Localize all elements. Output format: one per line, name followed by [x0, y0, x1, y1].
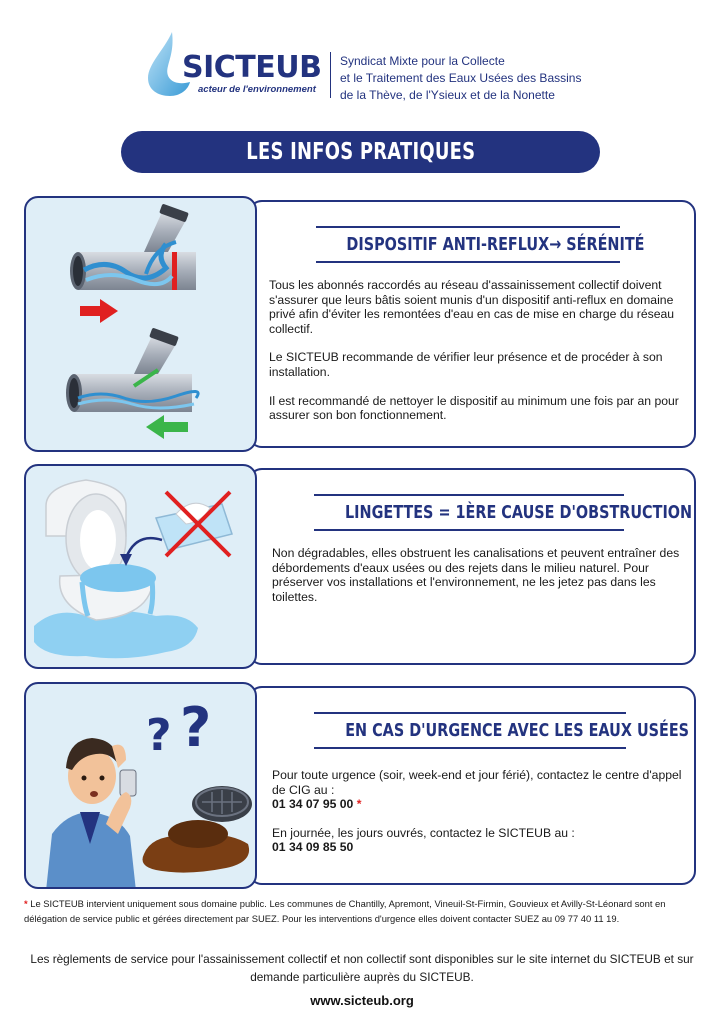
org-line: et le Traitement des Eaux Usées des Bassins [340, 71, 582, 85]
wipes-illustration [24, 464, 257, 669]
worried-person-icon [46, 738, 136, 889]
emergency-illustration [24, 682, 257, 889]
section-title: LINGETTES = 1ÈRE CAUSE D'OBSTRUCTION [345, 502, 693, 523]
paragraph: Non dégradables, elles obstruent les canalisations et peuvent entraîner des débordements d'eaux usées ou des rejets dans le milieu naturel. Pour préserver vos installations et l'environnement, ne les jetez pas dans les toilettes. [272, 546, 680, 604]
manhole-cover-icon [192, 786, 252, 822]
section-title-block [314, 712, 690, 749]
header-divider [330, 52, 331, 98]
green-arrow-icon [146, 415, 188, 439]
red-arrow-icon [80, 299, 118, 323]
section-title-block [314, 494, 693, 531]
paragraph: Tous les abonnés raccordés au réseau d'assainissement collectif doivent s'assurer que leurs bâtis soient munis d'un dispositif anti-reflux en domaine privé afin d'éviter les remontées d'eau en cas de mise en charge du réseau collectif. [269, 278, 675, 336]
section-body [272, 768, 692, 869]
logo-tagline: acteur de l'environnement [198, 84, 316, 95]
anti-reflux-illustration [24, 196, 257, 452]
pipe-with-backflow-icon [70, 204, 196, 290]
page-title: LES INFOS PRATIQUES [245, 139, 476, 165]
section-title: EN CAS D'URGENCE AVEC LES EAUX USÉES [345, 720, 690, 741]
website-link[interactable]: www.sicteub.org [310, 993, 414, 1008]
pipe-with-check-valve-icon [66, 328, 198, 412]
paragraph: Il est recommandé de nettoyer le dispositif au minimum une fois par an pour assurer son bon fonctionnement. [269, 393, 679, 423]
toilet-icon [46, 480, 156, 620]
organization-name [340, 53, 581, 104]
section-anti-reflux [24, 196, 698, 452]
urgent-contact-text: Pour toute urgence (soir, week-end et jour férié), contactez le centre d'appel de CIG au : [272, 768, 682, 797]
footnote-star: * [24, 898, 28, 909]
section-emergency [24, 682, 698, 889]
daytime-contact-text: En journée, les jours ouvrés, contactez le SICTEUB au : [272, 825, 575, 840]
org-line: de la Thève, de l'Ysieux et de la Nonette [340, 88, 555, 102]
sewage-spill-icon [143, 820, 250, 873]
footnote [24, 896, 704, 926]
section-body [269, 278, 689, 437]
daytime-phone-number[interactable]: 01 34 09 85 50 [272, 840, 354, 855]
urgent-phone-number[interactable]: 01 34 07 95 00 [272, 797, 354, 812]
footnote-star: * [356, 797, 362, 812]
logo-wordmark: SICTEUB [182, 50, 322, 85]
section-title: DISPOSITIF ANTI-REFLUX→ SÉRÉNITÉ [346, 234, 645, 255]
question-marks-icon [146, 696, 211, 761]
page-title-banner [121, 131, 600, 173]
org-line: Syndicat Mixte pour la Collecte [340, 54, 505, 68]
paragraph: Le SICTEUB recommande de vérifier leur présence et de procéder à son installation. [269, 350, 663, 379]
section-title-block [316, 226, 645, 263]
svg-text:?: ? [146, 710, 172, 761]
sicteub-logo [146, 28, 336, 98]
footnote-text: Le SICTEUB intervient uniquement sous domaine public. Les communes de Chantilly, Apremont, Vineuil-St-Firmin, Gouvieux et Avilly-St-Léonard sont en délégation de service public et gérées directement par SUEZ. Pour les interventions d'urgence elles doivent contacter SUEZ au 09 77 40 11 19. [24, 898, 666, 924]
section-wipes [24, 464, 698, 669]
section-body [272, 546, 690, 618]
footer-text: Les règlements de service pour l'assainissement collectif et non collectif sont disponibles sur le site internet du SICTEUB et sur demande particulière auprès du SICTEUB. [30, 952, 694, 984]
svg-text:?: ? [180, 696, 212, 759]
water-puddle-icon [34, 611, 198, 658]
